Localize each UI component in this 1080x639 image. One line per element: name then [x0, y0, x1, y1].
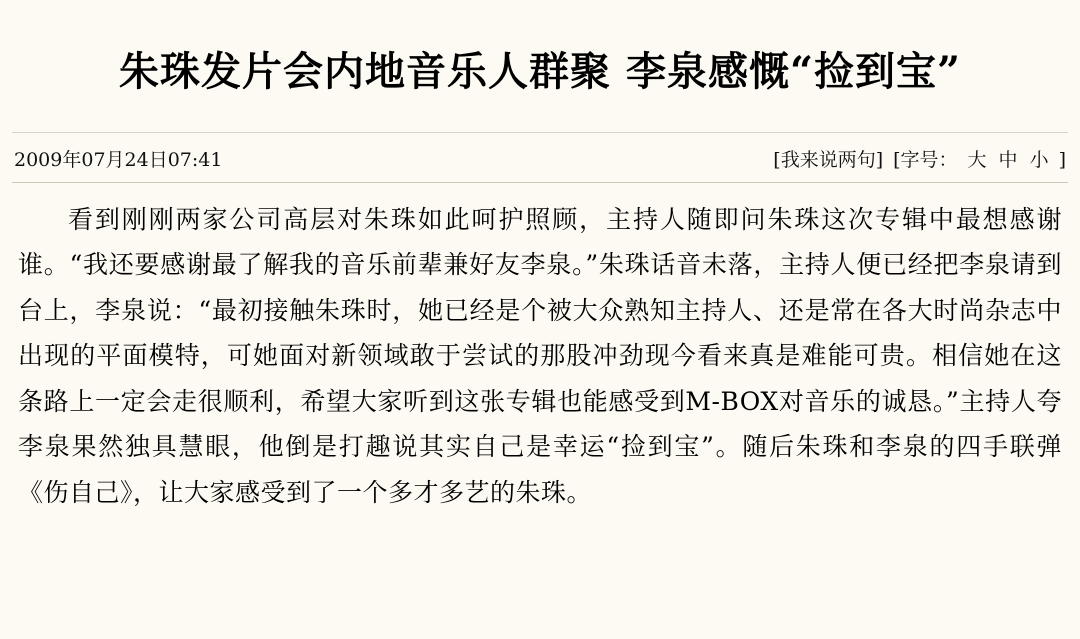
page-title: 朱珠发片会内地音乐人群聚 李泉感慨“捡到宝” [119, 47, 961, 95]
fontsize-label: [字号： [893, 148, 958, 171]
article-body [0, 183, 1080, 516]
fontsize-options [968, 145, 1049, 172]
fontsize-label-close: ] [1058, 148, 1066, 171]
meta-actions [773, 145, 1066, 172]
article-meta-bar [0, 133, 1080, 182]
fontsize-large-option[interactable]: 大 [967, 148, 987, 171]
publish-timestamp: 2009年07月24日07:41 [14, 148, 223, 171]
article-paragraph: 看到刚刚两家公司高层对朱珠如此呵护照顾，主持人随即问朱珠这次专辑中最想感谢谁。“我还要感谢最了解我的音乐前辈兼好友李泉。”朱珠话音未落，主持人便已经把李泉请到台上，李泉说：“最初接触朱珠时，她已经是个被大众熟知主持人、还是常在各大时尚杂志中出现的平面模特，可她面对新领域敢于尝试的那股冲劲现今看来真是难能可贵。相信她在这条路上一定会走很顺利，希望大家听到这张专辑也能感受到M-BOX对音乐的诚恳。”主持人夸李泉果然独具慧眼，他倒是打趣说其实自己是幸运“捡到宝”。随后朱珠和李泉的四手联弹《伤自己》，让大家感受到了一个多才多艺的朱珠。 [18, 204, 1062, 507]
article-page [0, 27, 1080, 639]
fontsize-medium-option[interactable]: 中 [998, 148, 1018, 171]
comment-link[interactable]: [我来说两句] [773, 148, 884, 171]
fontsize-small-option[interactable]: 小 [1029, 148, 1049, 171]
